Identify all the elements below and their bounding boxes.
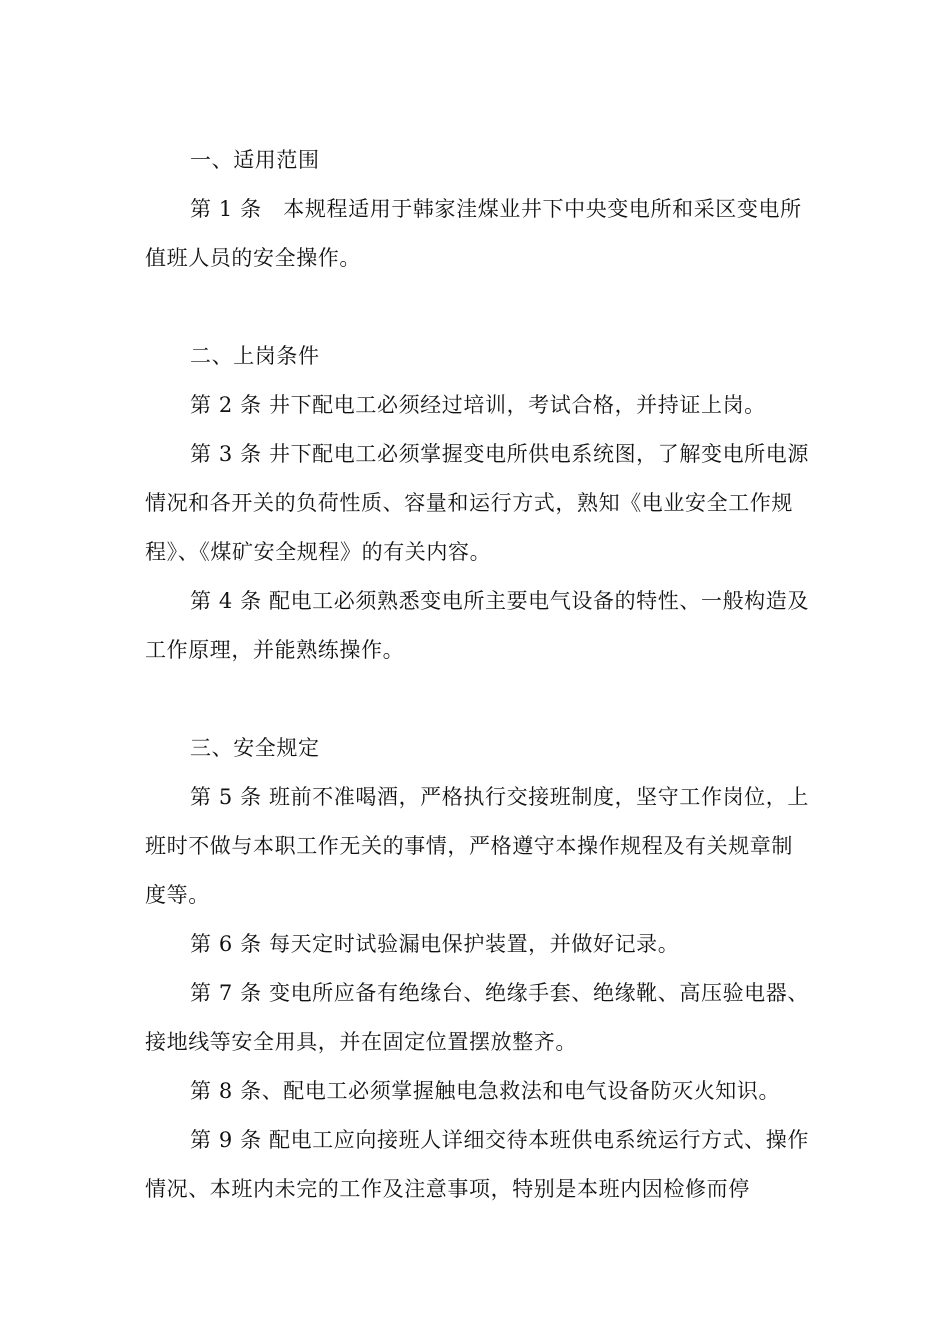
article-2: 第 2 条 井下配电工必须经过培训，考试合格，并持证上岗。 bbox=[190, 393, 766, 417]
article-7: 第 7 条 变电所应备有绝缘台、绝缘手套、绝缘靴、高压验电器、接地线等安全用具，并在固定位置摆放整齐。 bbox=[145, 981, 809, 1054]
article-4: 第 4 条 配电工必须熟悉变电所主要电气设备的特性、一般构造及工作原理，并能熟练操作。 bbox=[145, 589, 809, 662]
section-gap bbox=[145, 675, 810, 724]
document-body bbox=[145, 136, 810, 1214]
article-5: 第 5 条 班前不准喝酒，严格执行交接班制度，坚守工作岗位，上班时不做与本职工作无关的事情，严格遵守本操作规程及有关规章制度等。 bbox=[145, 785, 809, 907]
article-8: 第 8 条、配电工必须掌握触电急救法和电气设备防灭火知识。 bbox=[190, 1079, 781, 1103]
article-1: 第 1 条 本规程适用于韩家洼煤业井下中央变电所和采区变电所值班人员的安全操作。 bbox=[145, 197, 802, 270]
article-3: 第 3 条 井下配电工必须掌握变电所供电系统图，了解变电所电源情况和各开关的负荷性质、容量和运行方式，熟知《电业安全工作规程》、《煤矿安全规程》的有关内容。 bbox=[145, 442, 809, 564]
section-heading-qualifications: 二、上岗条件 bbox=[190, 344, 320, 368]
article-9: 第 9 条 配电工应向接班人详细交待本班供电系统运行方式、操作情况、本班内未完的工作及注意事项，特别是本班内因检修而停 bbox=[145, 1128, 809, 1201]
section-gap bbox=[145, 283, 810, 332]
article-6: 第 6 条 每天定时试验漏电保护装置，并做好记录。 bbox=[190, 932, 680, 956]
section-heading-scope: 一、适用范围 bbox=[190, 148, 320, 172]
section-heading-safety: 三、安全规定 bbox=[190, 736, 320, 760]
